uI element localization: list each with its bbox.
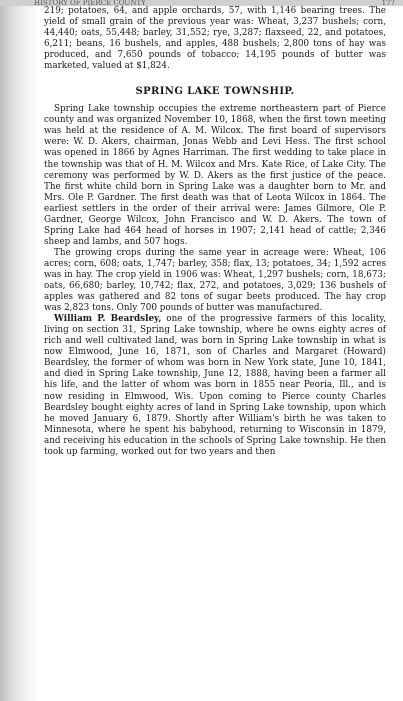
- paragraph-township-history: Spring Lake township occupies the extreme northeastern part of Pierce county and was organized November 10, 1868, when the first town meeting was held at the residence of A. M. Wilcox. The first board of supervisors were: W. D. Akers, chairman, Jonas Webb and Levi Hess. The first school was opened in 1866 by Agnes Harriman. The first wedding to take place in the township was that of H. M. Wilcox and Mrs. Kate Rice, of Lake City. The ceremony was performed by W. D. Akers as the first justice of the peace. The first white child born in Spring Lake was a daughter born to Mr. and Mrs. Ole P. Gardner. The first death was that of Leota Wilcox in 1864. The earliest settlers in the order of their arrival were: James Gilmore, Ole P. Gardner, George Wilcox, John Francisco and W. D. Akers. The town of Spring Lake had 464 head of horses in 1907; 2,141 head of cattle; 2,346 sheep and lambs, and 507 hogs.: [44, 104, 386, 247]
- paragraph-biography: [44, 314, 386, 458]
- paragraph-crops: The growing crops during the same year in acreage were: Wheat, 106 acres; corn, 608; oats, 1,747; barley, 358; flax, 13; potatoes, 34; 1,592 acres was in hay. The crop yield in 1906 was: Wheat, 1,297 bushels; corn, 18,673; oats, 66,680; barley, 10,742; flax, 272, and potatoes, 3,029; 136 bushels of apples was gathered and 82 tons of sugar beets produced. The hay crop was 2,823 tons. Only 700 pounds of butter was manufactured.: [44, 247, 386, 314]
- section-title: SPRING LAKE TOWNSHIP.: [135, 86, 295, 98]
- biography-text: one of the progressive farmers of this locality, living on section 31, Spring Lake township, where he owns eighty acres of rich and well cultivated land, was born in Spring Lake township in what is now Elmwood, June 16, 1871, son of Charles and Margaret (Howard) Beardsley, the former of whom was born in New York state, June 10, 1841, and died in Spring Lake township, June 12, 1888, having been a farmer all his life, and the latter of whom was born in 1855 near Peoria, Ill., and is now residing in Elmwood, Wis. Upon coming to Pierce county Charles Beardsley bought eighty acres of land in Spring Lake township, upon which he moved January 6, 1879. Shortly after William's birth he was taken to Minnesota, where he spent his babyhood, returning to Wisconsin in 1879, and receiving his education in the schools of Spring Lake township. He then took up farming, worked out for two years and then: [44, 314, 386, 457]
- page-number: 177: [381, 0, 395, 6]
- body-text: [44, 6, 386, 458]
- paragraph-agriculture-continued: 219; potatoes, 64, and apple orchards, 57, with 1,146 bearing trees. The yield of small grain of the previous year was: Wheat, 3,237 bushels; corn, 44,440; oats, 55,448; barley, 31,552; rye, 3,287; flaxseed, 22, and potatoes, 6,211; beans, 16 bushels, and apples, 488 bushels; 2,800 tons of hay was produced, and 7,650 pounds of tobacco; 14,195 pounds of butter was marketed, valued at $1,824.: [44, 6, 386, 72]
- biography-name: William P. Beardsley,: [54, 314, 162, 325]
- running-title: HISTORY OF PIERCE COUNTY: [34, 0, 146, 6]
